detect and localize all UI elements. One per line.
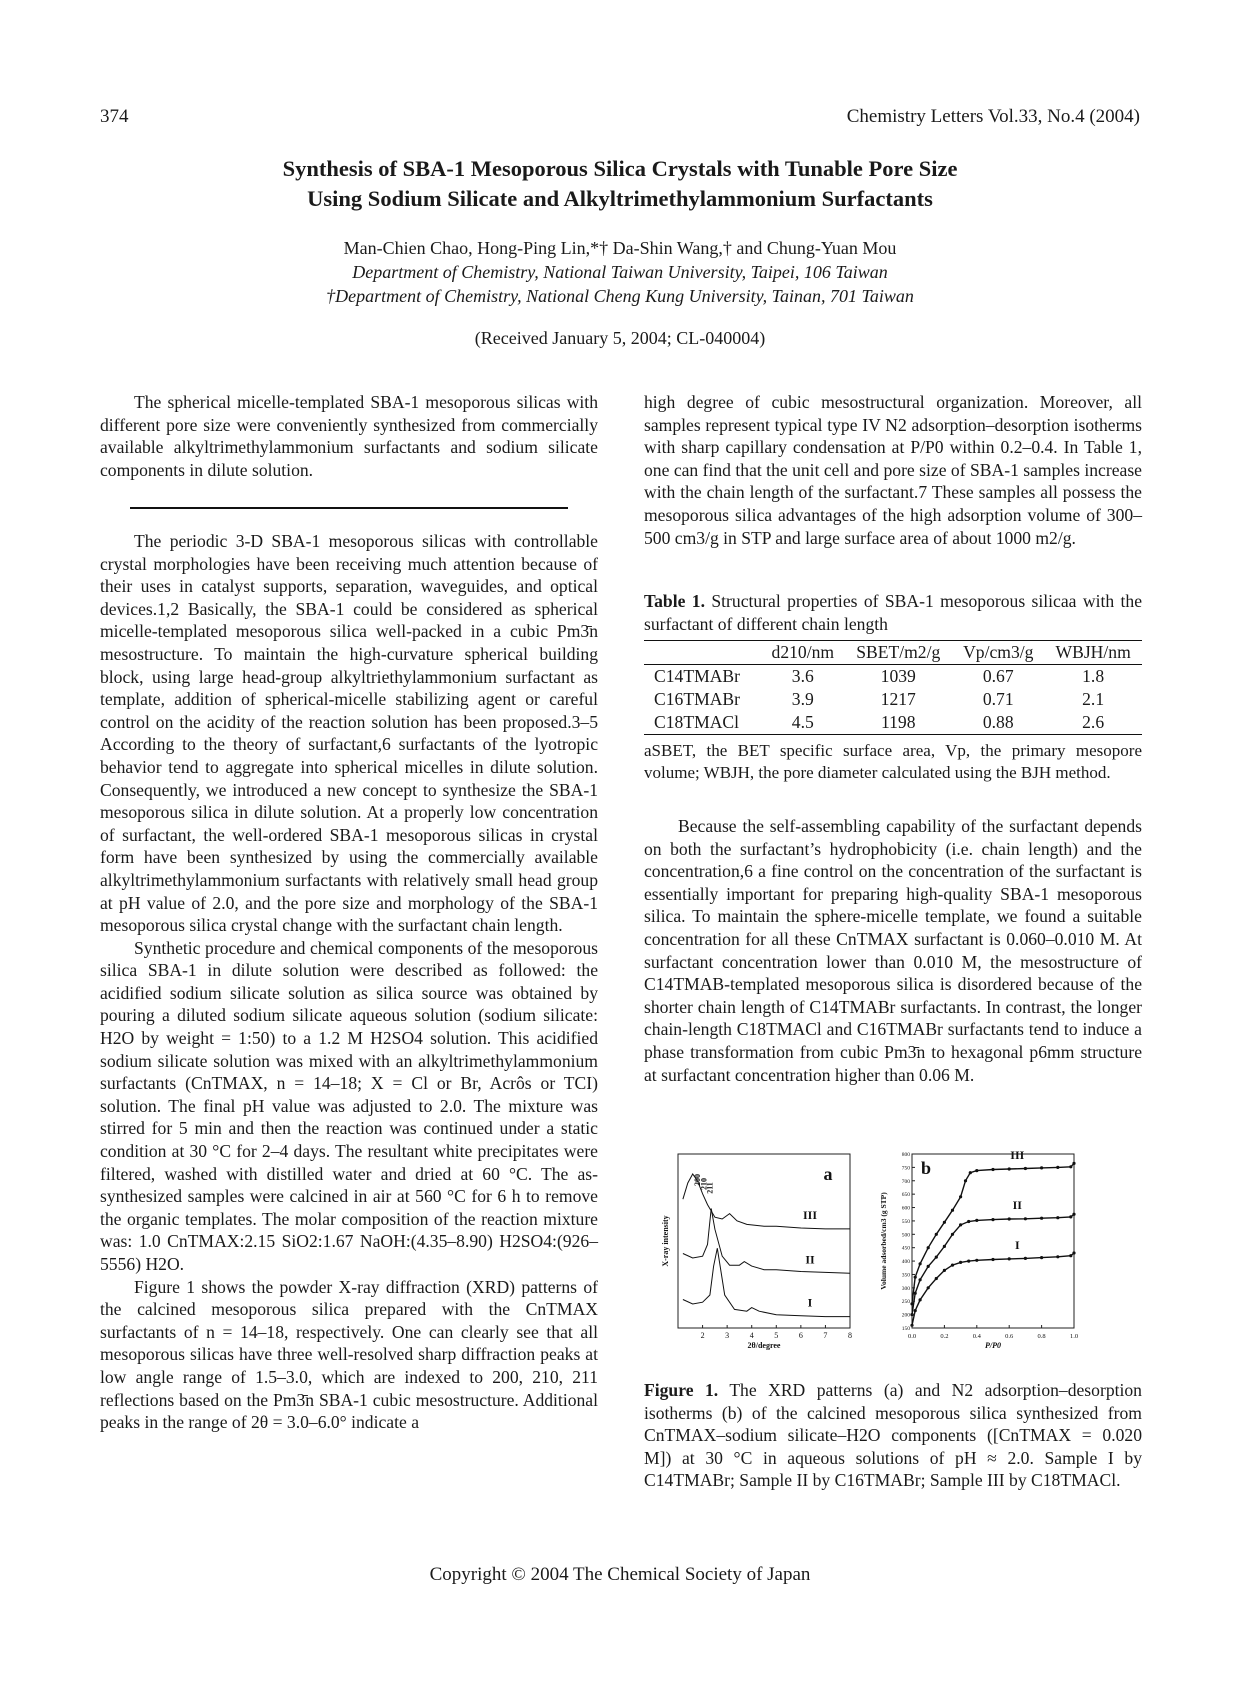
received-date: (Received January 5, 2004; CL-040004) — [474, 328, 766, 348]
panel-label-a: a — [823, 1164, 833, 1184]
isotherm-point — [927, 1265, 930, 1268]
x-tick-label: 7 — [823, 1331, 828, 1340]
isotherm-point — [959, 1261, 962, 1264]
x-tick-label: 3 — [725, 1331, 730, 1340]
isotherm-point — [959, 1195, 962, 1198]
y-axis-label: Volume adsorbed/cm3 (g STP) — [879, 1192, 888, 1290]
isotherm-point — [919, 1278, 922, 1281]
isotherm-point — [1056, 1216, 1059, 1219]
panel-b-frame — [912, 1154, 1074, 1328]
xrd-series-II — [683, 1209, 850, 1274]
title-line-1: Synthesis of SBA-1 Mesoporous Silica Crystals with Tunable Pore Size — [282, 156, 958, 181]
xrd-series-I — [683, 1248, 850, 1316]
x-axis-label: 2θ/degree — [747, 1341, 781, 1350]
x-tick-label: 0.8 — [1037, 1333, 1046, 1340]
xrd-series-label: I — [807, 1295, 813, 1310]
y-tick-label: 450 — [901, 1245, 910, 1252]
table-caption-text: Structural properties of SBA-1 mesoporous silicaa with the surfactant of different chain length — [644, 591, 1143, 634]
table-cell: C16TMABr — [654, 689, 741, 709]
table-header-cell: Vp/cm3/g — [963, 642, 1034, 662]
table-caption-label: Table 1. — [644, 591, 705, 611]
x-tick-label: 0.6 — [1005, 1333, 1014, 1340]
isotherm-point — [1069, 1165, 1072, 1168]
table-header-row — [644, 641, 1142, 665]
isotherm-point — [951, 1233, 954, 1236]
y-tick-label: 800 — [901, 1152, 910, 1158]
y-axis-label: X-ray intensity — [661, 1215, 670, 1267]
isotherm-point — [991, 1218, 994, 1221]
isotherm-series-label: II — [1012, 1198, 1022, 1213]
y-tick-label: 250 — [901, 1299, 910, 1306]
table-cell: 3.9 — [791, 689, 814, 709]
isotherm-point — [1072, 1251, 1075, 1254]
abstract-text: The spherical micelle-templated SBA-1 mesoporous silicas with different pore size were conveniently synthesized from commercially available alkyltrimethylammonium surfactants and sodium silicate components in dilute solution. — [100, 392, 598, 480]
isotherm-point — [964, 1179, 967, 1182]
y-tick-label: 350 — [901, 1272, 910, 1279]
structural-properties-table — [644, 640, 1142, 735]
table-cell: 0.71 — [982, 689, 1014, 709]
isotherm-point — [927, 1286, 930, 1289]
table-cell: 2.1 — [1082, 689, 1105, 709]
isotherm-point — [919, 1298, 922, 1301]
isotherm-series-I — [912, 1253, 1074, 1325]
abstract-divider — [130, 507, 568, 509]
peak-label: 210 — [699, 1178, 709, 1190]
xrd-series-label: III — [802, 1207, 818, 1222]
copyright-footer: Copyright © 2004 The Chemical Society of Japan — [429, 1564, 811, 1585]
x-tick-label: 8 — [848, 1331, 852, 1340]
table-footnote: aSBET, the BET specific surface area, Vp, the primary mesopore volume; WBJH, the pore diameter calculated using the BJH method. — [644, 741, 1142, 782]
journal-citation: Chemistry Letters Vol.33, No.4 (2004) — [846, 106, 1140, 127]
table-row — [644, 665, 1142, 689]
y-tick-label: 200 — [901, 1312, 910, 1319]
table-cell: 1.8 — [1082, 666, 1105, 686]
table-cell: 2.6 — [1082, 712, 1105, 732]
x-tick-label: 6 — [798, 1331, 803, 1340]
table-cell: 0.88 — [982, 712, 1014, 732]
isotherm-point — [935, 1256, 938, 1259]
isotherm-point — [1040, 1217, 1043, 1220]
x-tick-label: 0.2 — [940, 1333, 949, 1340]
x-tick-label: 1.0 — [1069, 1333, 1079, 1340]
right-column-top — [644, 391, 1142, 549]
chart-panel-b — [879, 1150, 1078, 1350]
isotherm-point — [1008, 1257, 1011, 1260]
isotherm-point — [1024, 1257, 1027, 1260]
isotherm-point — [991, 1258, 994, 1261]
isotherm-point — [1040, 1166, 1043, 1169]
isotherm-point — [910, 1302, 913, 1305]
isotherm-point — [1056, 1166, 1059, 1169]
isotherm-point — [975, 1259, 978, 1262]
y-tick-label: 650 — [901, 1192, 910, 1199]
isotherm-point — [919, 1262, 922, 1265]
isotherm-point — [951, 1209, 954, 1212]
table-cell: 1217 — [880, 689, 916, 709]
table-row — [644, 711, 1142, 735]
y-tick-label: 150 — [901, 1326, 910, 1332]
paragraph-synthesis: Synthetic procedure and chemical components of the mesoporous silica SBA-1 in dilute solution were described as followed: the acidified sodium silicate solution as silica source was obtained by pouring a diluted sodium silicate aqueous solution (sodium silicate: H2O by weight = 1:50) to a 1.2 M H2SO4 solution. This acidified sodium silicate solution was mixed with an alkyltrimethylammonium surfactants (CnTMAX, n = 14–18; X = Cl or Br, Acrôs or TCI) solution. The final pH value was adjusted to 2.0. The mixture was stirred for 5 min and then the reaction was continued under a static condition at 30 °C for 2–4 days. The resultant white precipitates were filtered, washed with distilled water and dried at 60 °C. The as-synthesized samples were calcined in air at 560 °C for 6 h to remove the organic templates. The molar composition of the reaction mixture was: 1.0 CnTMAX:2.15 SiO2:1.67 NaOH:(4.35–8.90) H2SO4:(926–5556) H2O. — [100, 937, 598, 1274]
table-cell: C18TMACl — [654, 712, 740, 732]
isotherm-point — [935, 1233, 938, 1236]
affiliation-1: Department of Chemistry, National Taiwan University, Taipei, 106 Taiwan — [352, 262, 888, 282]
isotherm-point — [927, 1246, 930, 1249]
table-cell: 0.67 — [982, 666, 1014, 686]
isotherm-point — [1024, 1217, 1027, 1220]
isotherm-point — [914, 1276, 917, 1279]
figure-caption-label: Figure 1. — [644, 1380, 719, 1400]
isotherm-point — [975, 1169, 978, 1172]
x-tick-label: 4 — [749, 1331, 754, 1340]
figure-1 — [660, 1150, 1140, 1350]
abstract — [100, 391, 598, 481]
peak-label: 211 — [705, 1182, 715, 1194]
table-header-cell: SBET/m2/g — [856, 642, 941, 662]
figure-1-svg — [660, 1150, 1140, 1350]
right-column-middle — [644, 815, 1142, 1086]
paper-title — [100, 154, 1140, 214]
left-column-body — [100, 530, 598, 1434]
isotherm-point — [943, 1221, 946, 1224]
isotherm-series-label: III — [1010, 1150, 1025, 1162]
isotherm-point — [967, 1220, 970, 1223]
isotherm-point — [943, 1245, 946, 1248]
table-caption — [644, 590, 1142, 635]
x-tick-label: 5 — [774, 1331, 779, 1340]
table-cell: 1039 — [880, 666, 916, 686]
table-cell: C14TMABr — [654, 666, 741, 686]
isotherm-point — [991, 1168, 994, 1171]
figure-caption — [644, 1379, 1142, 1492]
title-line-2: Using Sodium Silicate and Alkyltrimethylammonium Surfactants — [307, 186, 933, 211]
isotherm-point — [969, 1171, 972, 1174]
paragraph-continuation: high degree of cubic mesostructural organization. Moreover, all samples represent typical type IV N2 adsorption–desorption isotherms with sharp capillary condensation at P/P0 within 0.2–0.4. In Table 1, one can find that the unit cell and pore size of SBA-1 samples increase with the chain length of the surfactant.7 These samples all possess the mesoporous silica advantages of the high adsorption volume of 300–500 cm3/g in STP and large surface area of about 1000 m2/g. — [644, 392, 1142, 548]
isotherm-series-II — [912, 1214, 1074, 1314]
panel-label-b: b — [920, 1158, 932, 1178]
paragraph-xrd: Figure 1 shows the powder X-ray diffraction (XRD) patterns of the calcined mesoporous silica prepared with the CnTMAX surfactants of n = 14–18, respectively. One can clearly see that all mesoporous silicas have three well-resolved sharp diffraction peaks at low angle range of 1.5–3.0, which are indexed to 200, 210, 211 reflections based on the Pm3̄n SBA-1 cubic mesostructure. Additional peaks in the range of 2θ = 3.0–6.0° indicate a — [100, 1276, 598, 1433]
table-cell: 3.6 — [791, 666, 814, 686]
isotherm-point — [1072, 1162, 1075, 1165]
table-header-cell: WBJH/nm — [1055, 642, 1131, 662]
isotherm-point — [1069, 1215, 1072, 1218]
isotherm-point — [1024, 1167, 1027, 1170]
y-tick-label: 750 — [901, 1165, 910, 1172]
table-cell: 1198 — [880, 712, 916, 732]
isotherm-series-label: I — [1014, 1237, 1020, 1252]
x-tick-label: 0.0 — [907, 1333, 917, 1340]
figure-caption-text: The XRD patterns (a) and N2 adsorption–desorption isotherms (b) of the calcined mesoporous silica synthesized from CnTMAX–sodium silicate–H2O components ([CnTMAX = 0.020 M]) at 30 °C in aqueous solutions of pH ≈ 2.0. Sample I by C14TMABr; Sample II by C16TMABr; Sample III by C18TMACl. — [644, 1380, 1142, 1491]
paragraph-introduction: The periodic 3-D SBA-1 mesoporous silicas with controllable crystal morphologies have been receiving much attention because of their uses in catalyst supports, separation, waveguides, and optical devices.1,2 Basically, the SBA-1 could be considered as spherical micelle-templated mesoporous silica well-packed in a cubic Pm3̄n mesostructure. To maintain the high-curvature spherical building block, using large head-group alkyltriethylammonium surfactant as template, addition of spherical-micelle stabilizing agent or careful control on the acidity of the reaction solution has been proposed.3–5 According to the theory of surfactant,6 surfactants of the lyotropic behavior tend to aggregate into spherical micelles in dilute solution. Consequently, we introduced a new concept to synthesize the SBA-1 mesoporous silica in dilute solution. At a properly low concentration of surfactant, the well-ordered SBA-1 mesoporous silicas in crystal form have been synthesized by using the commercially available alkyltrimethylammonium surfactants with relatively small head group at pH value of 2.0, and the pore size and morphology of the SBA-1 mesoporous silica crystal change with the surfactant chain length. — [100, 531, 598, 936]
y-tick-label: 550 — [901, 1218, 910, 1225]
isotherm-point — [1072, 1213, 1075, 1216]
chart-panel-a — [661, 1154, 852, 1350]
isotherm-point — [943, 1269, 946, 1272]
table-row — [644, 688, 1142, 711]
isotherm-point — [1069, 1254, 1072, 1257]
y-tick-label: 300 — [901, 1285, 910, 1292]
table-cell: 4.5 — [791, 712, 814, 732]
page-number: 374 — [100, 106, 129, 127]
peak-label: 200 — [693, 1174, 703, 1186]
x-tick-label: 0.4 — [972, 1333, 981, 1340]
x-axis-label: P/P0 — [985, 1341, 1001, 1350]
y-tick-label: 700 — [901, 1178, 910, 1185]
paragraph-concentration: Because the self-assembling capability of the surfactant depends on both the surfactant’s hydrophobicity (i.e. chain length) and the concentration,6 a fine control on the concentration of the surfactant is essentially important for preparing high-quality SBA-1 mesoporous silica. To maintain the sphere-micelle template, we found a suitable concentration for all these CnTMAX surfactant is 0.060–0.010 M. At surfactant concentration lower than 0.010 M, the mesostructure of C14TMAB-templated mesoporous silica is disordered because of the shorter chain length of C14TMABr surfactants. In contrast, the longer chain-length C18TMACl and C16TMABr surfactants tend to induce a phase transformation from cubic Pm3̄n to hexagonal p6mm structure at surfactant concentration higher than 0.06 M. — [644, 816, 1142, 1085]
isotherm-point — [951, 1264, 954, 1267]
y-tick-label: 500 — [901, 1232, 910, 1239]
isotherm-point — [967, 1260, 970, 1263]
isotherm-point — [975, 1219, 978, 1222]
authors: Man-Chien Chao, Hong-Ping Lin,*† Da-Shin Wang,† and Chung-Yuan Mou — [343, 238, 897, 258]
isotherm-point — [914, 1309, 917, 1312]
isotherm-point — [935, 1277, 938, 1280]
affiliation-2: †Department of Chemistry, National Cheng Kung University, Tainan, 701 Taiwan — [326, 286, 914, 306]
x-tick-label: 2 — [700, 1331, 705, 1340]
y-tick-label: 400 — [901, 1259, 910, 1266]
page-header — [100, 106, 1140, 136]
isotherm-point — [959, 1223, 962, 1226]
xrd-series-label: II — [805, 1252, 815, 1267]
isotherm-point — [1040, 1256, 1043, 1259]
table-header-cell: d210/nm — [771, 642, 835, 662]
isotherm-point — [1056, 1255, 1059, 1258]
table-header-cell — [644, 641, 761, 665]
isotherm-point — [1008, 1167, 1011, 1170]
isotherm-point — [1008, 1217, 1011, 1220]
y-tick-label: 600 — [901, 1205, 910, 1212]
